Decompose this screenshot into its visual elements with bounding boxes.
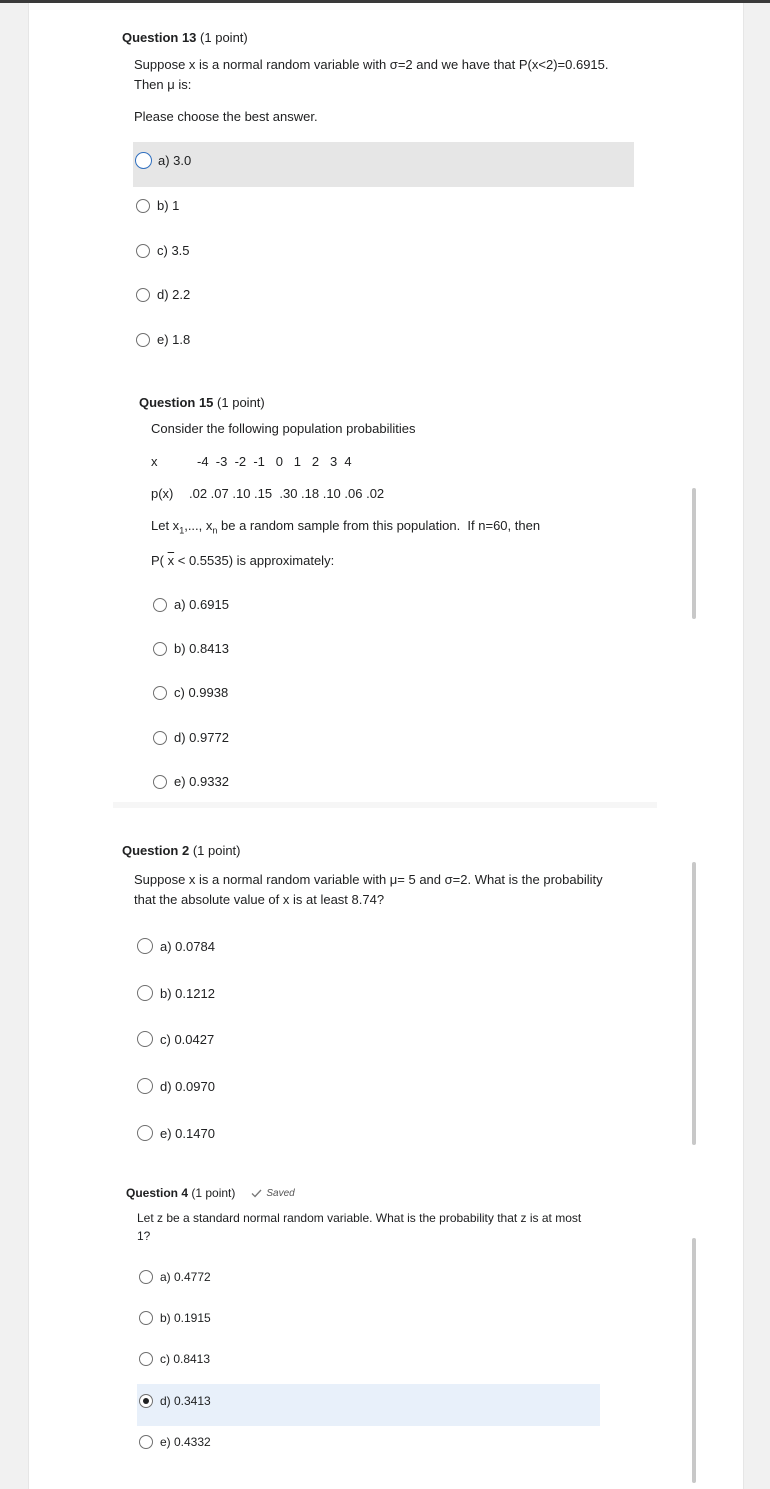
question-text-line: 1? (137, 1229, 151, 1243)
option-label: c) 3.5 (157, 243, 190, 258)
option-label: b) 0.8413 (174, 641, 229, 656)
option-label: a) 0.6915 (174, 597, 229, 612)
q13-option-e[interactable] (136, 332, 190, 347)
radio-icon[interactable] (153, 598, 167, 612)
question-points: (1 point) (192, 843, 241, 858)
question-title-bold: Question 15 (139, 395, 214, 410)
q15-option-d[interactable] (153, 730, 229, 745)
question-13-title (122, 30, 248, 45)
question-4-text (137, 1209, 607, 1245)
question-15-intro: Consider the following population probabilities (151, 421, 416, 436)
scrollbar[interactable] (692, 862, 696, 1145)
q4-option-b[interactable] (139, 1311, 211, 1325)
question-title-bold: Question 4 (126, 1186, 189, 1200)
sample-text: ,..., x (184, 518, 213, 533)
check-icon (251, 1189, 262, 1198)
q15-option-c[interactable] (153, 685, 228, 700)
question-prompt: Please choose the best answer. (134, 109, 318, 124)
option-label: d) 2.2 (157, 287, 191, 302)
q2-option-d[interactable] (137, 1078, 215, 1094)
question-points: (1 point) (217, 395, 265, 410)
radio-icon[interactable] (136, 244, 150, 258)
question-2-title (122, 843, 241, 858)
q2-option-b[interactable] (137, 985, 215, 1001)
radio-icon[interactable] (136, 333, 150, 347)
scrollbar[interactable] (692, 1238, 696, 1483)
radio-icon[interactable] (139, 1435, 153, 1449)
q13-option-d[interactable] (136, 287, 190, 302)
question-points: (1 point) (200, 30, 248, 45)
x-row-values: -4 -3 -2 -1 0 1 2 3 4 (197, 454, 352, 469)
probability-statement (151, 551, 334, 571)
prob-text: P( (151, 553, 168, 568)
option-label: a) 0.4772 (160, 1270, 211, 1284)
option-label: e) 0.1470 (160, 1125, 215, 1141)
saved-indicator (251, 1188, 294, 1199)
option-label: c) 0.0427 (160, 1031, 215, 1047)
radio-icon[interactable] (137, 1078, 153, 1094)
subscript: n (212, 525, 218, 536)
q15-option-e[interactable] (153, 774, 229, 789)
radio-icon[interactable] (137, 1125, 153, 1141)
q15-option-a[interactable] (153, 597, 229, 612)
radio-icon[interactable] (137, 938, 153, 954)
question-13-text (134, 55, 634, 95)
option-label: b) 1 (157, 198, 180, 213)
sample-text: be a random sample from this population. If n=60, then (217, 518, 541, 533)
sample-statement (151, 516, 540, 541)
p-row-values: .02 .07 .10 .15 .30 .18 .10 .06 .02 (189, 486, 385, 501)
q2-option-a[interactable] (137, 938, 215, 954)
option-label: e) 1.8 (157, 332, 191, 347)
option-label: e) 0.9332 (174, 774, 229, 789)
radio-icon[interactable] (136, 199, 150, 213)
option-label: c) 0.8413 (160, 1352, 211, 1366)
q2-option-c[interactable] (137, 1031, 214, 1047)
question-4-title (126, 1186, 295, 1200)
radio-icon[interactable] (139, 1311, 153, 1325)
sample-text: Let x (151, 518, 180, 533)
option-label: a) 3.0 (158, 153, 192, 168)
q4-option-c[interactable] (139, 1352, 210, 1366)
hover-highlight (133, 142, 634, 187)
q13-option-a[interactable] (135, 152, 191, 169)
q4-option-a[interactable] (139, 1270, 211, 1284)
question-text-line: Suppose x is a normal random variable with σ=2 and we have that P(x<2)=0.6915. (134, 57, 609, 72)
scrollbar[interactable] (692, 488, 696, 619)
radio-icon[interactable] (153, 686, 167, 700)
q2-option-e[interactable] (137, 1125, 215, 1141)
question-points: (1 point) (191, 1186, 236, 1200)
q4-option-e[interactable] (139, 1435, 211, 1449)
option-label: a) 0.0784 (160, 938, 215, 954)
question-title-bold: Question 2 (122, 843, 190, 858)
radio-icon[interactable] (136, 288, 150, 302)
subscript: 1 (179, 525, 185, 536)
radio-icon[interactable] (153, 775, 167, 789)
q13-option-c[interactable] (136, 243, 190, 258)
section-divider (113, 802, 657, 808)
option-label: d) 0.0970 (160, 1078, 215, 1094)
radio-icon[interactable] (139, 1270, 153, 1284)
q15-option-b[interactable] (153, 641, 229, 656)
radio-icon[interactable] (135, 152, 152, 169)
radio-icon[interactable] (137, 985, 153, 1001)
option-label: c) 0.9938 (174, 685, 229, 700)
radio-icon[interactable] (137, 1031, 153, 1047)
xbar-symbol: $\overline{x}$ (167, 553, 175, 568)
saved-label: Saved (266, 1187, 295, 1199)
question-text-line: Then μ is: (134, 77, 192, 92)
radio-icon[interactable] (139, 1394, 153, 1408)
prob-text: < 0.5535) is approximately: (174, 553, 335, 568)
quiz-page (28, 3, 744, 1489)
q4-option-d[interactable] (139, 1394, 211, 1408)
q13-option-b[interactable] (136, 198, 179, 213)
question-text-line: Let z be a standard normal random variable. What is the probability that z is at most (137, 1211, 582, 1225)
question-15-title (139, 395, 265, 410)
option-label: e) 0.4332 (160, 1435, 211, 1449)
question-2-text (134, 870, 664, 910)
radio-icon[interactable] (153, 642, 167, 656)
p-row-label: p(x) (151, 486, 174, 501)
option-label: b) 0.1212 (160, 985, 215, 1001)
option-label: d) 0.3413 (160, 1394, 211, 1408)
option-label: b) 0.1915 (160, 1311, 211, 1325)
question-text-line: that the absolute value of x is at least 8.74? (134, 892, 385, 907)
x-row-label: x (151, 454, 158, 469)
radio-icon[interactable] (139, 1352, 153, 1366)
radio-icon[interactable] (153, 731, 167, 745)
question-title-bold: Question 13 (122, 30, 197, 45)
question-text-line: Suppose x is a normal random variable with μ= 5 and σ=2. What is the probability (134, 872, 603, 887)
option-label: d) 0.9772 (174, 730, 229, 745)
